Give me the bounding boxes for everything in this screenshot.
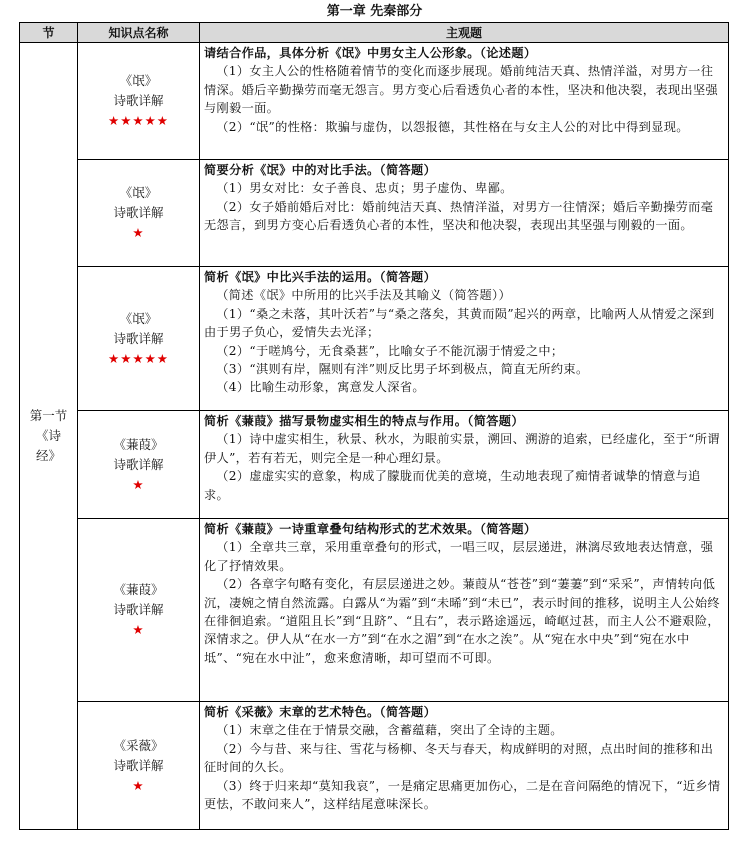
star-rating: ★ bbox=[132, 622, 145, 637]
poem-subtitle: 诗歌详解 bbox=[113, 330, 164, 346]
section-line-1: 第一节 bbox=[29, 408, 68, 423]
knowledge-cell bbox=[78, 702, 200, 830]
knowledge-cell bbox=[78, 519, 200, 702]
page-title: 第一章 先秦部分 bbox=[326, 4, 423, 19]
header-row bbox=[20, 23, 729, 43]
poem-subtitle: 诗歌详解 bbox=[113, 456, 164, 472]
header-subjective: 主观题 bbox=[200, 23, 729, 43]
question-title: 简析《氓》中比兴手法的运用。（简答题） bbox=[204, 270, 437, 284]
answer-line: （3）终于归来却“莫知我哀”，一是痛定思痛更加伤心，二是在音问隔绝的情况下，“近乡情更怯，不敢问来人”，这样结尾意味深长。 bbox=[204, 778, 721, 812]
answer-line: （1）诗中虚实相生，秋景、秋水，为眼前实景，溯回、溯游的追索，已经虚化，至于“所谓伊人”，若有若无，则完全是一种心理幻景。 bbox=[204, 432, 720, 465]
answer-line: （1）全章共三章，采用重章叠句的形式，一唱三叹，层层递进，淋漓尽致地表达情意，强化了抒情效果。 bbox=[204, 540, 714, 573]
header-section: 节 bbox=[20, 23, 78, 43]
poem-subtitle: 诗歌详解 bbox=[113, 205, 164, 220]
question-cell bbox=[200, 267, 729, 411]
question-title: 简析《采薇》末章的艺术特色。（简答题） bbox=[204, 705, 437, 719]
star-rating: ★ bbox=[132, 225, 145, 240]
star-rating: ★★★★★ bbox=[107, 113, 170, 128]
table-row bbox=[20, 411, 729, 519]
question-title: 请结合作品，具体分析《氓》中男女主人公形象。（论述题） bbox=[204, 46, 537, 60]
table-row bbox=[20, 702, 729, 830]
question-cell bbox=[200, 160, 729, 267]
answer-line: （2）虚虚实实的意象，构成了朦胧而优美的意境，生动地表现了痴情者诚挚的情意与追求。 bbox=[204, 469, 701, 502]
poem-name: 《采薇》 bbox=[113, 737, 164, 753]
answer-line: （1）男女对比：女子善良、忠贞；男子虚伪、卑鄙。 bbox=[216, 181, 513, 196]
section-cell bbox=[20, 43, 78, 830]
question-cell bbox=[200, 702, 729, 830]
table-row bbox=[20, 267, 729, 411]
answer-line: （3）“淇则有岸，隰则有泮”则反比男子坏到极点，简直无所约束。 bbox=[216, 362, 589, 377]
poem-subtitle: 诗歌详解 bbox=[113, 602, 164, 617]
question-cell bbox=[200, 43, 729, 160]
answer-line: （4）比喻生动形象，寓意发人深省。 bbox=[216, 380, 425, 395]
star-rating: ★ bbox=[132, 476, 145, 492]
knowledge-cell bbox=[78, 43, 200, 160]
question-title: 简要分析《氓》中的对比手法。（简答题） bbox=[204, 163, 437, 177]
answer-line: （2）“氓”的性格：欺骗与虚伪，以怨报德，其性格在与女主人公的对比中得到显现。 bbox=[216, 119, 689, 134]
table-row bbox=[20, 43, 729, 160]
answer-line: （1）女主人公的性格随着情节的变化而逐步展现。婚前纯洁天真、热情洋溢，对男方一往情深。婚后辛勤操劳而毫无怨言。男方变心后看透负心者的本性，坚决和他决裂，表现出坚强与刚毅一面。 bbox=[204, 64, 719, 116]
question-title: 简析《蒹葭》一诗重章叠句结构形式的艺术效果。（简答题） bbox=[204, 522, 537, 536]
answer-line: （2）各章字句略有变化，有层层递进之妙。蒹葭从“苍苍”到“萋萋”到“采采”，声情转向低沉，凄婉之情自然流露。白露从“为霜”到“未晞”到“未已”，表示时间的推移，说明主人公始终在徘徊追索。“道阻且长”到“且跻”、“且右”，表示路途遥远，崎岖过甚，而主人公不避艰险，深情求之。伊人从“在水一方”到“在水之湄”到“在水之涘”。从“宛在水中央”到“宛在水中坻”、“宛在水中沚”，愈来愈清晰，却可望而不可即。 bbox=[204, 577, 720, 665]
star-rating: ★ bbox=[132, 777, 145, 793]
section-line-3: 经》 bbox=[35, 448, 61, 463]
section-line-2: 《诗 bbox=[35, 428, 61, 443]
answer-line: （2）“于嗟鸠兮，无食桑葚”，比喻女子不能沉溺于情爱之中； bbox=[216, 343, 564, 358]
poem-name: 《氓》 bbox=[119, 310, 158, 326]
poem-subtitle: 诗歌详解 bbox=[113, 757, 164, 773]
answer-line: （1）“桑之未落，其叶沃若”与“桑之落矣，其黄而陨”起兴的两章，比喻两人从情爱之深到由于男子负心，爱情失去光泽； bbox=[204, 306, 715, 340]
answer-line: （1）末章之佳在于情景交融，含蓄蕴藉，突出了全诗的主题。 bbox=[216, 723, 563, 738]
knowledge-cell bbox=[78, 267, 200, 411]
poem-name: 《氓》 bbox=[119, 185, 158, 200]
star-rating: ★★★★★ bbox=[107, 350, 170, 366]
poem-name: 《蒹葭》 bbox=[113, 436, 164, 452]
answer-line: （2）今与昔、来与往、雪花与杨柳、冬天与春天，构成鲜明的对照，点出时间的推移和出征时间的久长。 bbox=[204, 741, 714, 775]
knowledge-cell bbox=[78, 411, 200, 519]
poem-subtitle: 诗歌详解 bbox=[113, 93, 164, 108]
knowledge-cell bbox=[78, 160, 200, 267]
table-row bbox=[20, 160, 729, 267]
header-knowledge: 知识点名称 bbox=[78, 23, 200, 43]
table-row bbox=[20, 519, 729, 702]
question-cell bbox=[200, 411, 729, 519]
knowledge-table bbox=[19, 22, 729, 830]
poem-name: 《蒹葭》 bbox=[113, 582, 164, 597]
question-title: 简析《蒹葭》描写景物虚实相生的特点与作用。（简答题） bbox=[204, 414, 524, 428]
question-cell bbox=[200, 519, 729, 702]
answer-line: （2）女子婚前婚后对比：婚前纯洁天真、热情洋溢，对男方一往情深；婚后辛勤操劳而毫无怨言，到男方变心后看透负心者的本性，坚决和他决裂，表现出其坚强与刚毅的一面。 bbox=[204, 199, 714, 233]
poem-name: 《氓》 bbox=[119, 73, 158, 88]
answer-line: （简述《氓》中所用的比兴手法及其喻义（简答题）） bbox=[216, 288, 511, 303]
